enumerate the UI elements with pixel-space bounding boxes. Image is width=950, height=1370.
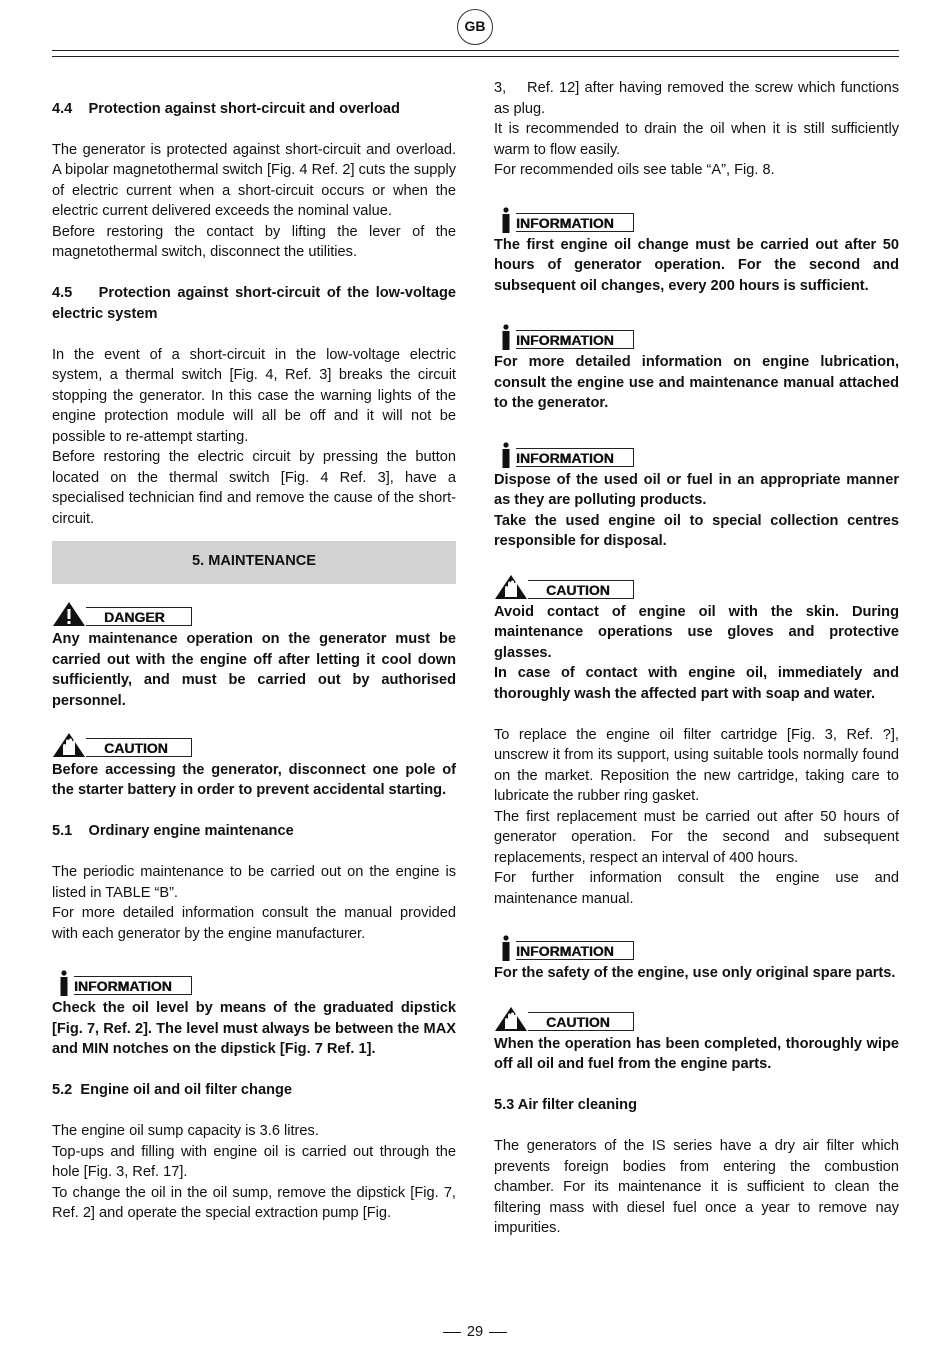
section-5-1-paragraph-1: The periodic maintenance to be carried out on the engine is listed in TABLE “B”. <box>52 864 456 901</box>
danger-label <box>52 601 192 627</box>
information-4-text-1: Dispose of the used oil or fuel in an appropriate manner as they are polluting products. <box>494 471 899 508</box>
information-icon <box>494 324 516 350</box>
danger-text: Any maintenance operation on the generator must be carried out with the engine off after letting it cool down sufficiently, and must be carried out by authorised personnel. <box>52 631 456 709</box>
information-icon <box>494 442 516 468</box>
continuation-paragraph-1: 3, Ref. 12] after having removed the screw which functions as plug. <box>494 80 904 117</box>
language-badge <box>457 9 493 45</box>
footer-dash-right <box>489 1332 507 1333</box>
language-badge-text: GB <box>464 18 486 34</box>
caution-hand-icon <box>494 1006 528 1032</box>
section-4-4-paragraph-2: Before restoring the contact by lifting the lever of the magnetothermal switch, disconnect the utilities. <box>52 223 456 260</box>
information-icon <box>494 207 516 233</box>
header-rule-bottom <box>52 56 899 57</box>
caution-label-3-text: CAUTION <box>528 1012 634 1031</box>
page-footer <box>0 1322 950 1343</box>
section-5-2-paragraph-1: The engine oil sump capacity is 3.6 litres. <box>52 1123 319 1139</box>
information-label-1-text: INFORMATION <box>74 976 192 995</box>
section-4-4-title: 4.4 Protection against short-circuit and overload <box>52 100 400 117</box>
danger-label-text: DANGER <box>86 607 192 626</box>
information-1-text: Check the oil level by means of the graduated dipstick [Fig. 7, Ref. 2]. The level must always be between the MAX and MIN notches on the dipstick [Fig. 7 Ref. 1]. <box>52 1000 456 1057</box>
information-icon <box>494 935 516 961</box>
section-5-1-title: 5.1 Ordinary engine maintenance <box>52 823 294 839</box>
information-label-3 <box>494 324 634 350</box>
left-column <box>52 78 461 1224</box>
section-5-2-paragraph-2: Top-ups and filling with engine oil is carried out through the hole [Fig. 3, Ref. 17]. <box>52 1143 456 1180</box>
information-label-1 <box>52 970 192 996</box>
caution-label-1 <box>52 732 192 758</box>
caution-label-2-text: CAUTION <box>528 580 634 599</box>
information-label-3-text: INFORMATION <box>516 330 634 349</box>
oil-filter-paragraph-3: For further information consult the engine use and maintenance manual. <box>494 870 899 907</box>
section-5-2-paragraph-3: To change the oil in the oil sump, remove the dipstick [Fig. 7, Ref. 2] and operate the special extraction pump [Fig. <box>52 1184 456 1221</box>
caution-2-text-2: In case of contact with engine oil, immediately and thoroughly wash the affected part with soap and water. <box>494 665 899 702</box>
section-5-2-title: 5.2 Engine oil and oil filter change <box>52 1082 293 1098</box>
caution-label-2 <box>494 574 634 600</box>
oil-filter-paragraph-2: The first replacement must be carried out after 50 hours of generator operation. For the second and subsequent replacements, respect an interval of 400 hours. <box>494 808 899 866</box>
danger-triangle-icon <box>52 601 86 627</box>
caution-label-1-text: CAUTION <box>86 738 192 757</box>
section-4-4-paragraph-1: The generator is protected against short-circuit and overload. A bipolar magnetothermal switch [Fig. 4 Ref. 2] cuts the supply of electric current when a short-circuit occurs or when the electric current delivered exceeds the nominal value. <box>52 141 456 219</box>
footer-dash-left <box>443 1332 461 1333</box>
information-label-4-text: INFORMATION <box>516 448 634 467</box>
information-4-text-2: Take the used engine oil to special collection centres responsible for disposal. <box>494 512 899 549</box>
continuation-paragraph-3: For recommended oils see table “A”, Fig. 8. <box>494 162 775 178</box>
section-5-1-paragraph-2: For more detailed information consult the manual provided with each generator by the engine manufacturer. <box>52 905 456 942</box>
information-label-4 <box>494 442 634 468</box>
section-5-heading: 5. MAINTENANCE <box>52 541 456 584</box>
caution-hand-icon <box>52 732 86 758</box>
caution-1-text: Before accessing the generator, disconnect one pole of the starter battery in order to prevent accidental starting. <box>52 761 456 798</box>
page-number: 29 <box>466 1324 484 1340</box>
information-label-5 <box>494 935 634 961</box>
caution-hand-icon <box>494 574 528 600</box>
information-label-2-text: INFORMATION <box>516 213 634 232</box>
continuation-paragraph-2: It is recommended to drain the oil when it is still sufficiently warm to flow easily. <box>494 121 899 158</box>
section-4-5-paragraph-1: In the event of a short-circuit in the low-voltage electric system, a thermal switch [Fig. 4, Ref. 3] breaks the circuit stopping the generator. In this case the warning lights of the engine protection module will all be off and it will not be possible to re-attempt starting. <box>52 346 456 445</box>
section-5-3-paragraph-1: The generators of the IS series have a dry air filter which prevents foreign bodies from entering the combustion chamber. For its maintenance it is sufficient to clean the filtering mass with diesel fuel once a year to remove nay impurities. <box>494 1138 899 1236</box>
oil-filter-paragraph-1: To replace the engine oil filter cartridge [Fig. 3, Ref. ?], unscrew it from its support, using suitable tools normally found on the market. Reposition the new cartridge, taking care to lubricate the rubber ring gasket. <box>494 726 899 804</box>
section-4-5-paragraph-2: Before restoring the electric circuit by pressing the button located on the thermal switch [Fig. 4 Ref. 3], have a specialised technician find and remove the cause of the short-circuit. <box>52 449 456 527</box>
right-column <box>494 78 904 1239</box>
header-rule-top <box>52 50 899 51</box>
information-3-text: For more detailed information on engine lubrication, consult the engine use and maintenance manual attached to the generator. <box>494 354 899 411</box>
section-5-3-title: 5.3 Air filter cleaning <box>494 1097 638 1113</box>
caution-2-text-1: Avoid contact of engine oil with the skin. During maintenance operations use gloves and protective glasses. <box>494 603 899 661</box>
section-4-5-title: 4.5 Protection against short-circuit of the low-voltage electric system <box>52 285 461 322</box>
information-icon <box>52 970 74 996</box>
caution-3-text: When the operation has been completed, thoroughly wipe off all oil and fuel from the engine parts. <box>494 1035 899 1072</box>
information-label-5-text: INFORMATION <box>516 941 634 960</box>
information-2-text: The first engine oil change must be carried out after 50 hours of generator operation. For the second and subsequent oil changes, every 200 hours is sufficient. <box>494 236 899 294</box>
information-label-2 <box>494 207 634 233</box>
information-5-text: For the safety of the engine, use only original spare parts. <box>494 965 896 981</box>
caution-label-3 <box>494 1006 634 1032</box>
